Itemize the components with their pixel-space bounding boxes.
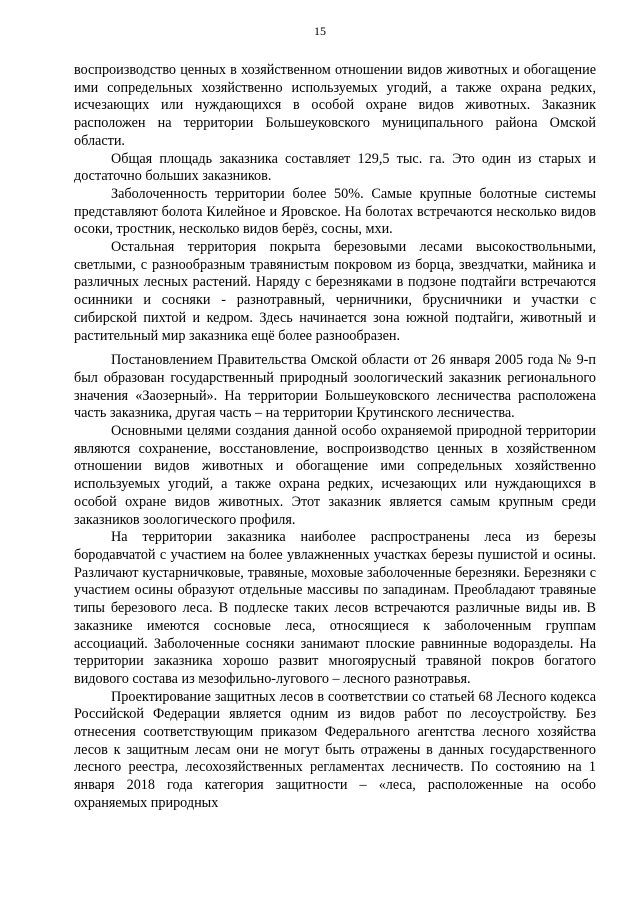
paragraph-3: Заболоченность территории более 50%. Самые крупные болотные системы представляют болота Килейное и Яровское. На болотах встречаются несколько видов осоки, тростник, несколько видов берёз, сосны, мхи. — [74, 185, 596, 238]
paragraph-6: Основными целями создания данной особо охраняемой природной территории являются сохранение, восстановление, воспроизводство ценных в хозяйственном отношении видов животных и обогащение ими сопредельных хозяйственно используемых угодий, а также охрана редких, исчезающих или нуждающихся в особой охране видов животных. Этот заказник является самым крупным среди заказников зоологического профиля. — [74, 423, 596, 528]
paragraph-1: воспроизводство ценных в хозяйственном отношении видов животных и обогащение ими сопредельных хозяйственно используемых угодий, а также охрана редких, исчезающих или нуждающихся в особой охране видов животных. Заказник расположен на территории Большеуковского муниципального района Омской области. — [74, 62, 596, 149]
paragraph-2: Общая площадь заказника составляет 129,5 тыс. га. Это один из старых и достаточно больших заказников. — [74, 150, 596, 185]
paragraph-5: Постановлением Правительства Омской области от 26 января 2005 года № 9-п был образован государственный природный зоологический заказник регионального значения «Заозерный». На территории Большеуковского лесничества расположена часть заказника, другая часть – на территории Крутинского лесничества. — [74, 352, 596, 422]
document-body — [74, 62, 596, 813]
paragraph-8: Проектирование защитных лесов в соответствии со статьей 68 Лесного кодекса Российской Федерации является одним из видов работ по лесоустройству. Без отнесения соответствующим приказом Федерального агентства лесного хозяйства лесов к защитным лесам они не могут быть отражены в данных государственного лесного реестра, лесохозяйственных регламентах лесничеств. По состоянию на 1 января 2018 года категория защитности – «леса, расположенные на особо охраняемых природных — [74, 688, 596, 811]
paragraph-7: На территории заказника наиболее распространены леса из березы бородавчатой с участием на более увлажненных участках березы пушистой и осины. Различают кустарничковые, травяные, моховые заболоченные березняки. Березняки с участием осины образуют отдельные массивы по западинам. Преобладают травяные типы березового леса. В подлеске таких лесов встречаются различные виды ив. В заказнике имеются сосновые леса, относящиеся к заболоченным группам ассоциаций. Заболоченные сосняки занимают плоские равнинные водоразделы. На территории заказника хорошо развит многоярусный травяной покров богатого видового состава из мезофильно-лугового – лесного разнотравья. — [74, 529, 596, 687]
page-number: 15 — [314, 24, 326, 38]
paragraph-4: Остальная территория покрыта березовыми лесами высокоствольными, светлыми, с разнообразным травянистым покровом из борца, звездчатки, майника и различных лесных растений. Наряду с березняками в подзоне подтайги встречаются осинники и сосняки - разнотравный, черничники, брусничники и участки с сибирской пихтой и кедром. Здесь начинается зона южной подтайги, животный и растительный мир заказника ещё более разнообразен. — [74, 239, 596, 344]
